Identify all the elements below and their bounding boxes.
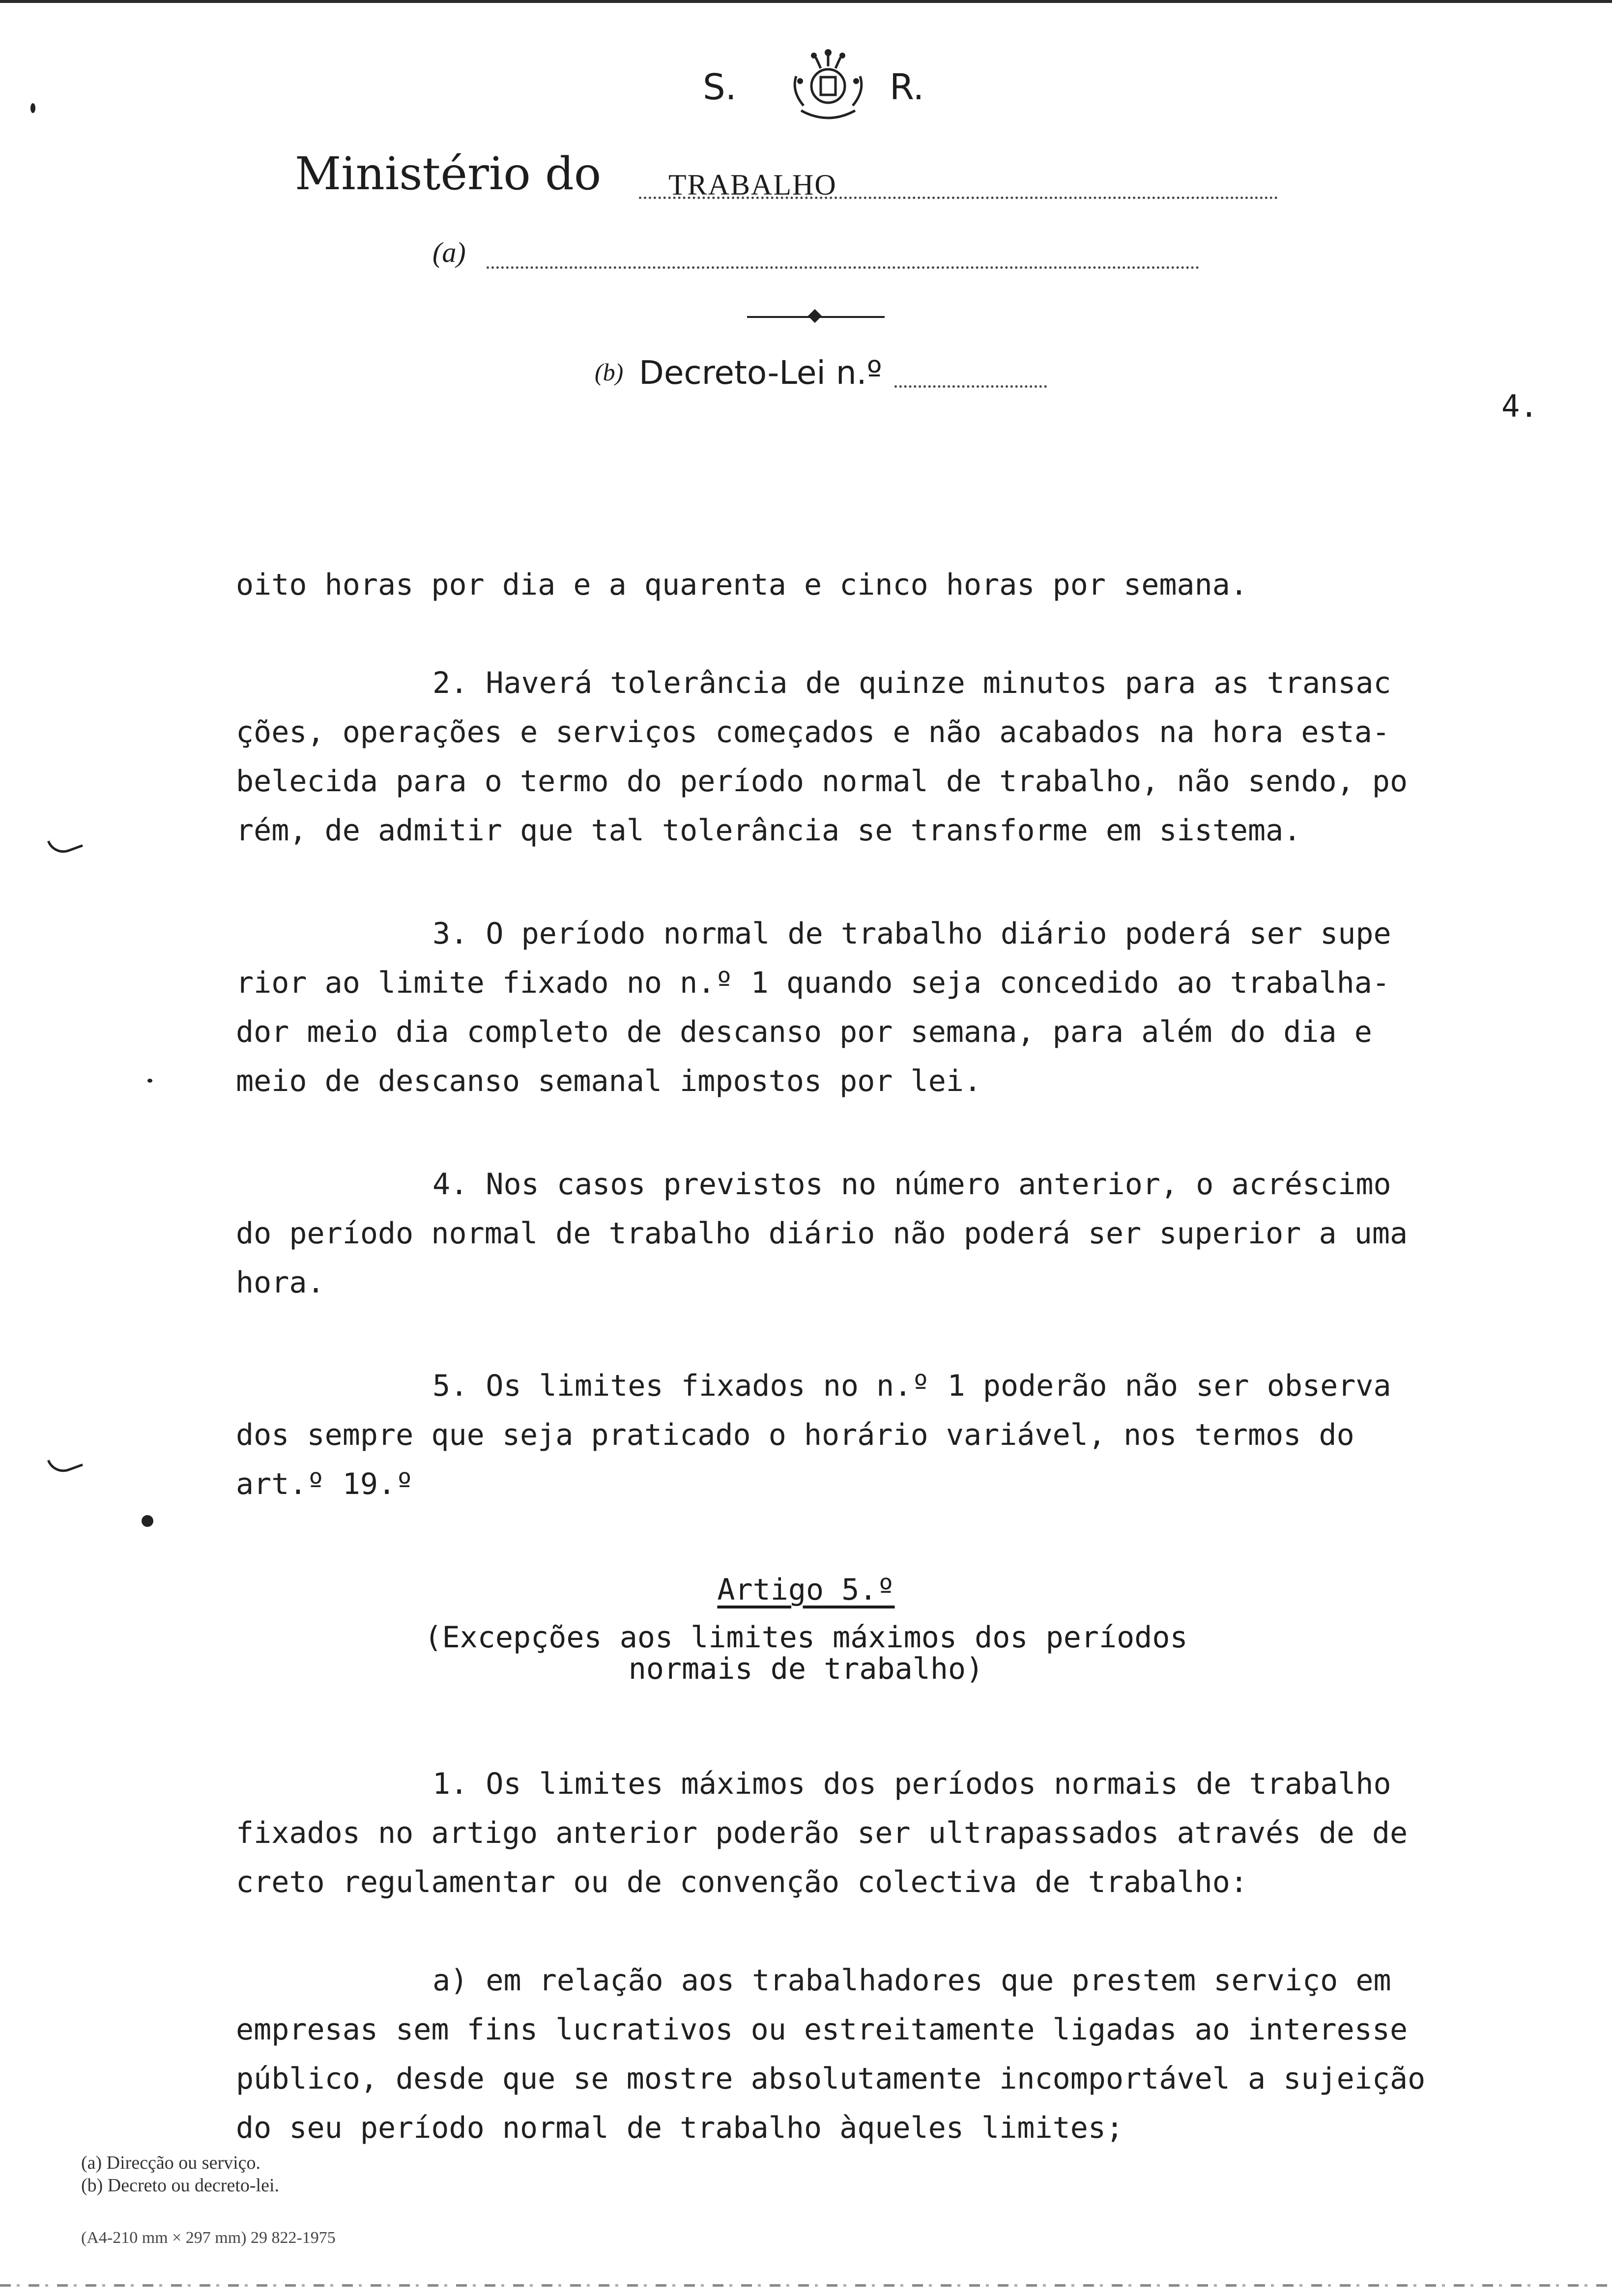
letterhead-s: S. <box>703 66 737 108</box>
text-line: ções, operações e serviços começados e não acabados na hora esta- <box>236 715 1390 749</box>
decree-marker: (b) <box>595 358 624 386</box>
text-line: empresas sem fins lucrativos ou estreitamente ligadas ao interesse <box>236 2012 1408 2047</box>
article-subtitle: (Excepções aos limites máximos dos períodos normais de trabalho) <box>424 1620 1188 1686</box>
text-line: 4. Nos casos previstos no número anterior, o acréscimo <box>432 1167 1391 1202</box>
body-paragraph <box>236 1361 1592 1509</box>
field-a-label: (a) <box>432 236 466 268</box>
text-line: rém, de admitir que tal tolerância se transforme em sistema. <box>236 813 1301 848</box>
ministry-value: TRABALHO <box>668 169 837 201</box>
text-line: belecida para o termo do período normal de trabalho, não sendo, po <box>236 764 1408 799</box>
ministry-label: Ministério do <box>295 147 602 200</box>
text-line: meio de descanso semanal impostos por lei. <box>236 1064 982 1098</box>
coat-of-arms-icon <box>781 47 875 125</box>
text-line: hora. <box>236 1265 325 1300</box>
ink-speck <box>30 103 35 113</box>
footnote-b: (b) Decreto ou decreto-lei. <box>81 2175 280 2196</box>
footnotes <box>81 2152 279 2197</box>
text-line: rior ao limite fixado no n.º 1 quando seja concedido ao trabalha- <box>236 966 1390 1000</box>
text-line: do período normal de trabalho diário não poderá ser superior a uma <box>236 1216 1408 1251</box>
decree-label: Decreto-Lei n.º <box>639 354 882 392</box>
decree-line <box>595 354 1047 398</box>
text-line: público, desde que se mostre absolutamente incomportável a sujeição <box>236 2062 1426 2096</box>
print-info: (A4-210 mm × 297 mm) 29 822-1975 <box>81 2229 336 2247</box>
letterhead-r: R. <box>890 66 924 108</box>
text-line: dor meio dia completo de descanso por semana, para além do dia e <box>236 1015 1372 1049</box>
diamond-icon <box>808 309 822 323</box>
text-line: 1. Os limites máximos dos períodos normais de trabalho <box>432 1767 1391 1801</box>
article-paragraph <box>236 1956 1592 2152</box>
text-line: creto regulamentar ou de convenção colectiva de trabalho: <box>236 1865 1248 1899</box>
article-title: Artigo 5.º <box>717 1573 895 1607</box>
ornamental-divider <box>747 310 885 324</box>
text-line: a) em relação aos trabalhadores que prestem serviço em <box>432 1963 1391 1998</box>
ink-speck <box>147 1079 152 1083</box>
page-bottom-edge <box>0 2284 1612 2287</box>
punch-hole-mark <box>47 1450 83 1477</box>
punch-hole-mark <box>47 831 83 858</box>
article-paragraph <box>236 1759 1592 1907</box>
ink-speck <box>142 1515 153 1527</box>
page-number: 4. <box>1501 388 1538 424</box>
text-line: 3. O período normal de trabalho diário poderá ser supe <box>432 917 1391 951</box>
footnote-a: (a) Direcção ou serviço. <box>81 2152 261 2173</box>
ministry-line <box>295 147 1278 221</box>
text-line: 5. Os limites fixados no n.º 1 poderão não ser observa <box>432 1369 1391 1403</box>
text-line: art.º 19.º <box>236 1467 414 1501</box>
field-a <box>432 236 1199 280</box>
text-line: 2. Haverá tolerância de quinze minutos para as transac <box>432 666 1391 700</box>
body-paragraph <box>236 1160 1592 1307</box>
field-a-dotted-line <box>487 266 1199 269</box>
letterhead-sr <box>703 47 939 130</box>
decree-dotted-line <box>894 385 1047 388</box>
text-line: oito horas por dia e a quarenta e cinco horas por semana. <box>236 568 1248 602</box>
text-line: dos sempre que seja praticado o horário variável, nos termos do <box>236 1418 1354 1452</box>
page-top-edge <box>0 0 1612 3</box>
body-paragraph <box>236 659 1592 855</box>
body-paragraph <box>236 909 1592 1106</box>
body-paragraph <box>236 560 1592 609</box>
text-line: do seu período normal de trabalho àqueles limites; <box>236 2111 1124 2145</box>
text-line: fixados no artigo anterior poderão ser ultrapassados através de de <box>236 1816 1408 1850</box>
